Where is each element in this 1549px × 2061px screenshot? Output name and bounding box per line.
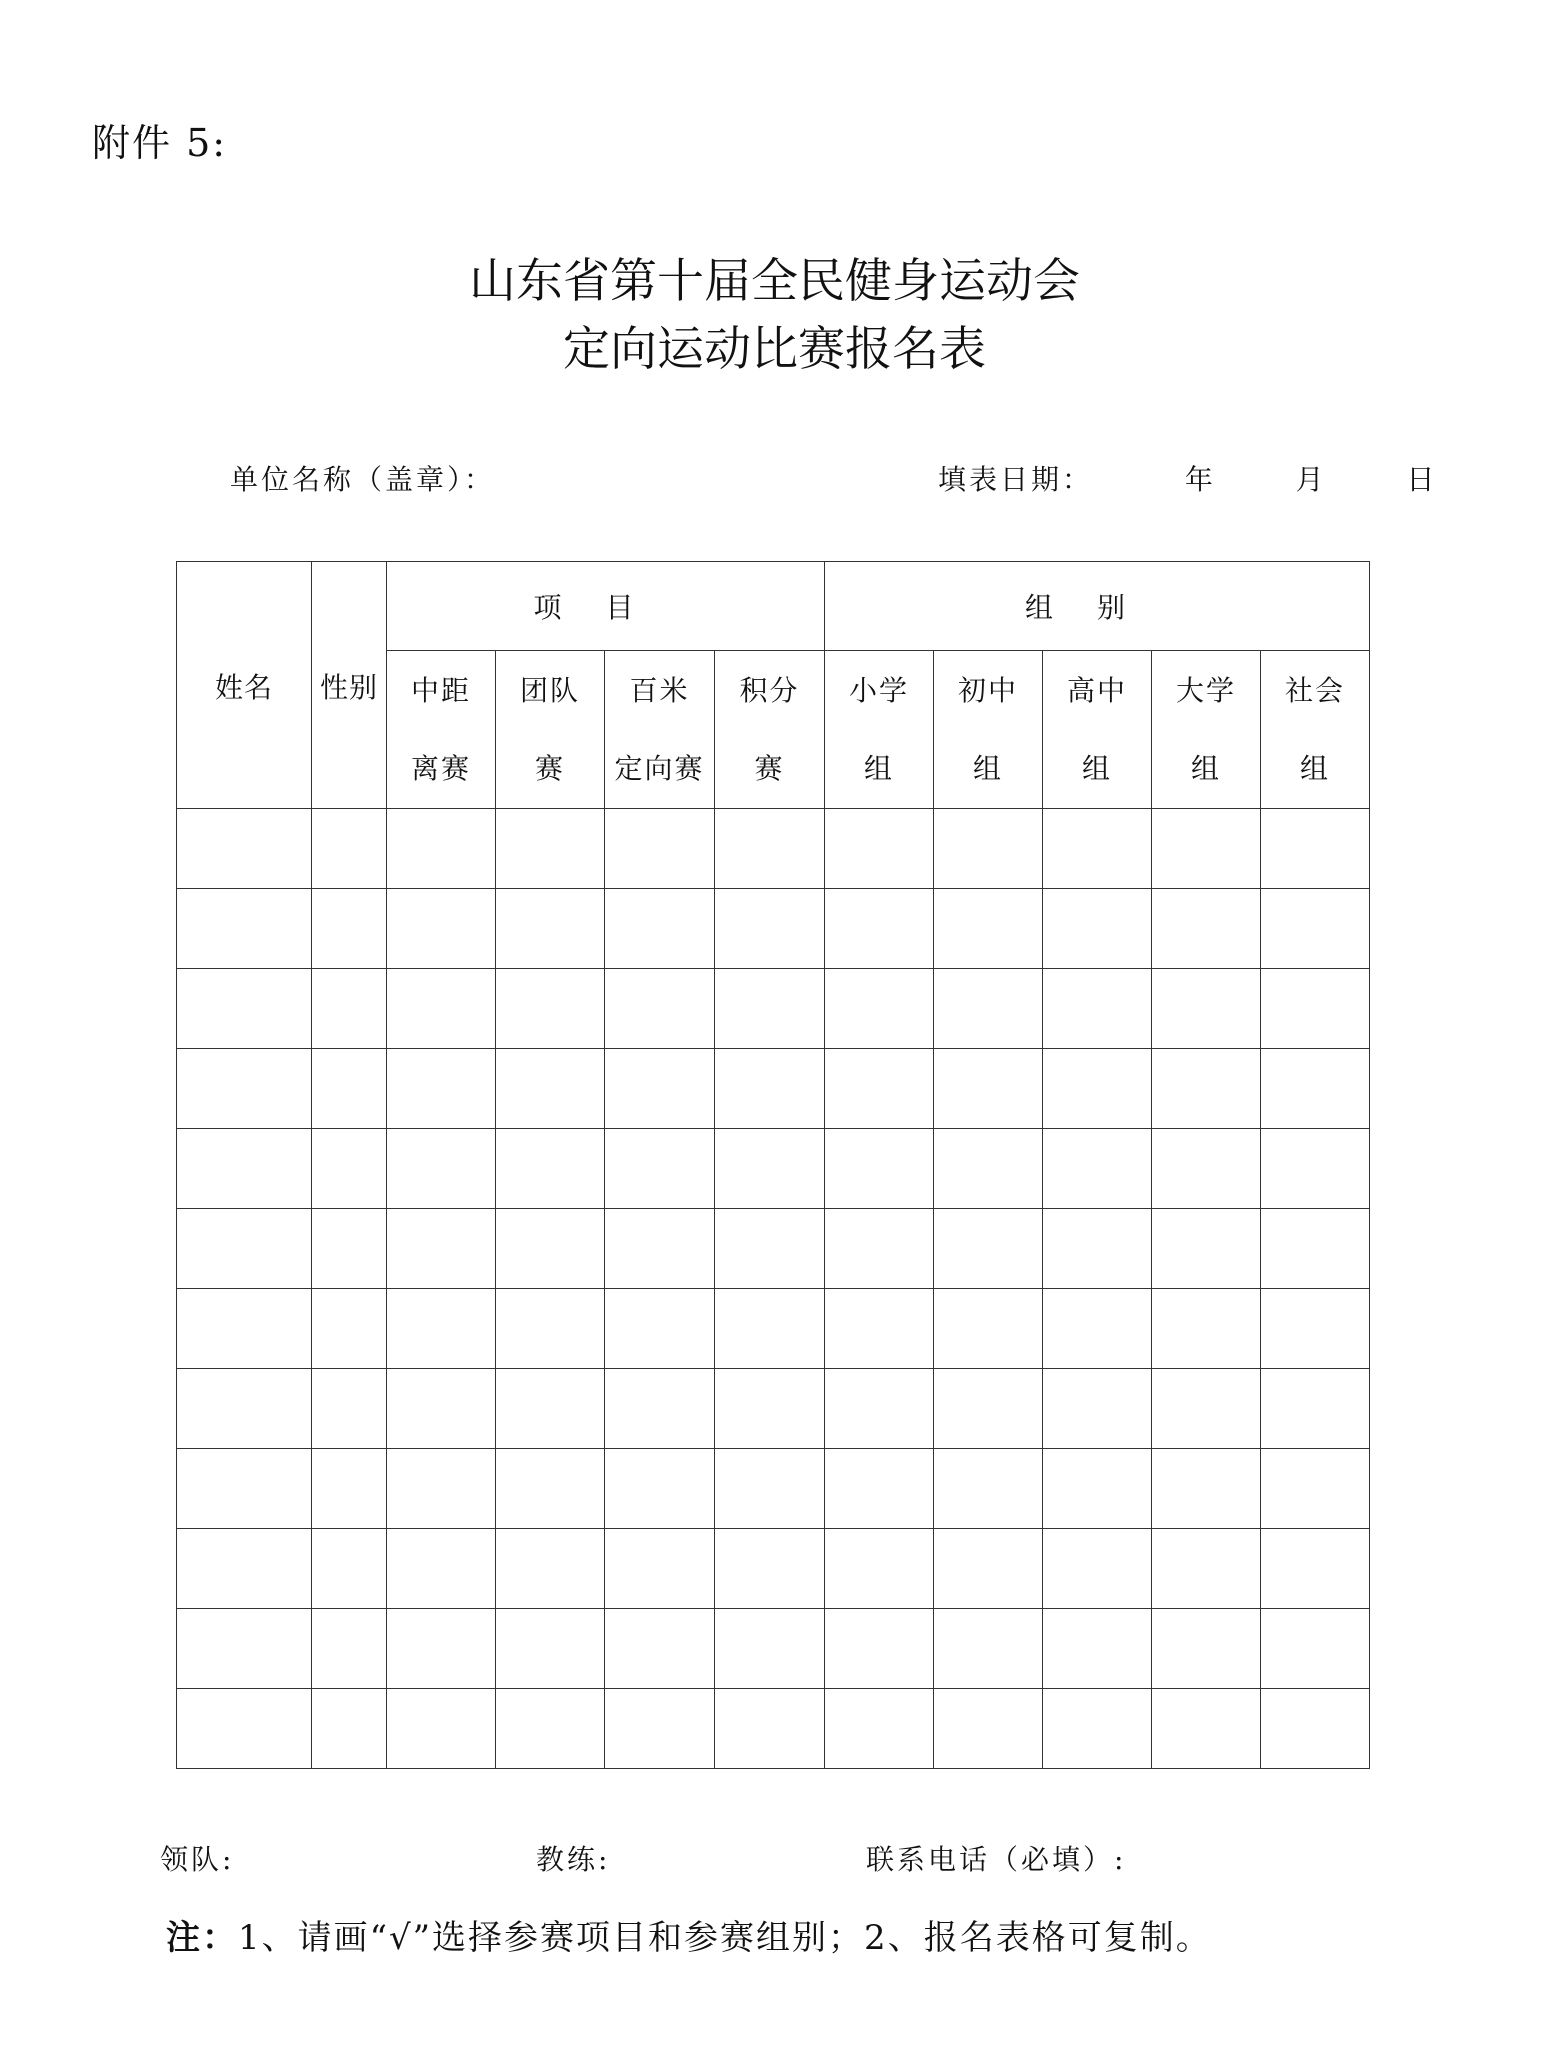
event-header-line1: 团队	[519, 673, 580, 707]
table-cell[interactable]	[605, 1369, 715, 1449]
table-cell[interactable]	[934, 1049, 1043, 1129]
leader-label: 领队:	[160, 1843, 235, 1876]
table-cell[interactable]	[1152, 1049, 1261, 1129]
date-day-label: 日	[1406, 463, 1438, 496]
table-cell[interactable]	[1043, 1209, 1152, 1289]
table-cell[interactable]	[1043, 1609, 1152, 1689]
table-cell[interactable]	[1152, 1689, 1261, 1769]
table-cell[interactable]	[605, 1129, 715, 1209]
table-cell[interactable]	[715, 1449, 825, 1529]
table-cell[interactable]	[177, 889, 312, 969]
table-cell[interactable]	[605, 1289, 715, 1369]
table-cell[interactable]	[934, 889, 1043, 969]
event-header-line2: 赛	[534, 751, 565, 785]
group-header-2	[1043, 651, 1152, 809]
table-cell[interactable]	[934, 1689, 1043, 1769]
table-row	[177, 1129, 1370, 1209]
table-cell[interactable]	[496, 1129, 605, 1209]
gender-header: 性别	[312, 562, 387, 809]
note-label: 注：	[166, 1918, 238, 1958]
table-row	[177, 809, 1370, 889]
table-cell[interactable]	[387, 1289, 496, 1369]
table-cell[interactable]	[312, 1049, 387, 1129]
group-header-line2: 组	[1300, 751, 1331, 785]
table-cell[interactable]	[387, 1129, 496, 1209]
table-cell[interactable]	[177, 1049, 312, 1129]
table-cell[interactable]	[1043, 969, 1152, 1049]
table-cell[interactable]	[1043, 1449, 1152, 1529]
table-cell[interactable]	[496, 1449, 605, 1529]
phone-label: 联系电话（必填）:	[866, 1843, 1127, 1876]
table-cell[interactable]	[825, 1369, 934, 1449]
note-text: 1、请画“√”选择参赛项目和参赛组别；2、报名表格可复制。	[238, 1918, 1212, 1958]
group-header-line2: 组	[973, 751, 1004, 785]
table-cell[interactable]	[1261, 1289, 1370, 1369]
table-cell[interactable]	[387, 1209, 496, 1289]
table-cell[interactable]	[387, 889, 496, 969]
table-cell[interactable]	[387, 1449, 496, 1529]
table-cell[interactable]	[934, 969, 1043, 1049]
table-cell[interactable]	[1261, 1209, 1370, 1289]
table-cell[interactable]	[605, 1209, 715, 1289]
table-cell[interactable]	[312, 1689, 387, 1769]
group-header-line1: 高中	[1067, 673, 1128, 707]
table-cell[interactable]	[496, 1369, 605, 1449]
table-cell[interactable]	[1152, 969, 1261, 1049]
coach-label: 教练:	[536, 1843, 611, 1876]
table-cell[interactable]	[312, 889, 387, 969]
table-cell[interactable]	[605, 969, 715, 1049]
group-header-line1: 初中	[958, 673, 1019, 707]
table-cell[interactable]	[177, 1369, 312, 1449]
events-header: 项目	[387, 562, 825, 651]
group-header-4	[1261, 651, 1370, 809]
table-cell[interactable]	[312, 1529, 387, 1609]
table-cell[interactable]	[496, 1529, 605, 1609]
group-header-0	[825, 651, 934, 809]
table-cell[interactable]	[177, 1289, 312, 1369]
table-cell[interactable]	[177, 1129, 312, 1209]
table-cell[interactable]	[715, 1529, 825, 1609]
table-cell[interactable]	[715, 1289, 825, 1369]
table-cell[interactable]	[1261, 889, 1370, 969]
table-row	[177, 1449, 1370, 1529]
table-cell[interactable]	[1043, 1529, 1152, 1609]
table-cell[interactable]	[1043, 889, 1152, 969]
event-header-line2: 赛	[754, 751, 785, 785]
table-row	[177, 969, 1370, 1049]
event-header-line2: 离赛	[410, 751, 471, 785]
form-title-line2: 定向运动比赛报名表	[563, 322, 986, 377]
table-cell[interactable]	[1261, 1369, 1370, 1449]
table-cell[interactable]	[715, 1129, 825, 1209]
table-row	[177, 1369, 1370, 1449]
name-header: 姓名	[177, 562, 312, 809]
table-row	[177, 1209, 1370, 1289]
group-header-1	[934, 651, 1043, 809]
table-cell[interactable]	[177, 969, 312, 1049]
table-cell[interactable]	[312, 969, 387, 1049]
table-cell[interactable]	[934, 1289, 1043, 1369]
event-header-0	[387, 651, 496, 809]
table-cell[interactable]	[1261, 969, 1370, 1049]
group-header-3	[1152, 651, 1261, 809]
table-cell[interactable]	[825, 1049, 934, 1129]
table-cell[interactable]	[496, 969, 605, 1049]
table-cell[interactable]	[825, 1689, 934, 1769]
table-cell[interactable]	[934, 809, 1043, 889]
group-header-line1: 小学	[849, 673, 910, 707]
table-cell[interactable]	[387, 1369, 496, 1449]
table-cell[interactable]	[312, 1609, 387, 1689]
table-cell[interactable]	[496, 889, 605, 969]
table-row	[177, 889, 1370, 969]
event-header-3	[715, 651, 825, 809]
table-cell[interactable]	[605, 1689, 715, 1769]
fill-date-label: 填表日期：	[938, 463, 1094, 496]
date-month-label: 月	[1295, 463, 1327, 496]
table-cell[interactable]	[825, 969, 934, 1049]
table-cell[interactable]	[312, 809, 387, 889]
table-cell[interactable]	[715, 889, 825, 969]
table-cell[interactable]	[715, 1369, 825, 1449]
table-cell[interactable]	[496, 1209, 605, 1289]
form-note	[166, 1910, 1212, 1959]
table-cell[interactable]	[1261, 1129, 1370, 1209]
table-cell[interactable]	[1261, 1529, 1370, 1609]
table-cell[interactable]	[605, 1049, 715, 1129]
table-cell[interactable]	[825, 1289, 934, 1369]
event-header-2	[605, 651, 715, 809]
table-cell[interactable]	[387, 1689, 496, 1769]
groups-header: 组别	[825, 562, 1370, 651]
table-cell[interactable]	[825, 1449, 934, 1529]
table-cell[interactable]	[1043, 1129, 1152, 1209]
date-year-label: 年	[1184, 463, 1216, 496]
table-cell[interactable]	[1043, 1689, 1152, 1769]
table-cell[interactable]	[1152, 1609, 1261, 1689]
table-cell[interactable]	[934, 1529, 1043, 1609]
table-cell[interactable]	[312, 1369, 387, 1449]
table-cell[interactable]	[177, 1529, 312, 1609]
table-cell[interactable]	[605, 1609, 715, 1689]
table-cell[interactable]	[387, 1529, 496, 1609]
table-cell[interactable]	[177, 1689, 312, 1769]
table-cell[interactable]	[496, 1609, 605, 1689]
table-cell[interactable]	[387, 969, 496, 1049]
table-cell[interactable]	[496, 1289, 605, 1369]
table-cell[interactable]	[177, 1449, 312, 1529]
event-header-line1: 中距	[410, 673, 471, 707]
event-header-line2: 定向赛	[614, 751, 705, 785]
table-cell[interactable]	[715, 1609, 825, 1689]
table-cell[interactable]	[1261, 1609, 1370, 1689]
table-cell[interactable]	[496, 1689, 605, 1769]
event-header-line1: 积分	[739, 673, 800, 707]
group-header-line1: 社会	[1285, 673, 1346, 707]
group-header-line2: 组	[1082, 751, 1113, 785]
table-cell[interactable]	[715, 809, 825, 889]
table-cell[interactable]	[1152, 1529, 1261, 1609]
table-cell[interactable]	[715, 969, 825, 1049]
table-cell[interactable]	[605, 1529, 715, 1609]
group-header-line1: 大学	[1176, 673, 1237, 707]
table-cell[interactable]	[605, 809, 715, 889]
table-row	[177, 1609, 1370, 1689]
table-cell[interactable]	[312, 1289, 387, 1369]
table-cell[interactable]	[177, 809, 312, 889]
table-cell[interactable]	[825, 1609, 934, 1689]
event-header-1	[496, 651, 605, 809]
table-cell[interactable]	[934, 1609, 1043, 1689]
table-cell[interactable]	[312, 1209, 387, 1289]
table-cell[interactable]	[496, 809, 605, 889]
table-cell[interactable]	[1261, 809, 1370, 889]
table-cell[interactable]	[934, 1129, 1043, 1209]
attachment-label: 附件 5:	[92, 121, 228, 165]
table-cell[interactable]	[1152, 1449, 1261, 1529]
table-cell[interactable]	[1261, 1689, 1370, 1769]
table-cell[interactable]	[605, 1449, 715, 1529]
table-cell[interactable]	[1043, 1049, 1152, 1129]
table-cell[interactable]	[605, 889, 715, 969]
table-cell[interactable]	[825, 1209, 934, 1289]
table-cell[interactable]	[312, 1129, 387, 1209]
table-cell[interactable]	[1152, 1369, 1261, 1449]
table-row	[177, 1689, 1370, 1769]
table-row	[177, 1529, 1370, 1609]
table-row	[177, 1289, 1370, 1369]
table-cell[interactable]	[1043, 1289, 1152, 1369]
table-cell[interactable]	[387, 1609, 496, 1689]
table-cell[interactable]	[934, 1449, 1043, 1529]
table-cell[interactable]	[1152, 889, 1261, 969]
table-cell[interactable]	[715, 1049, 825, 1129]
table-cell[interactable]	[825, 1129, 934, 1209]
fill-date	[938, 458, 1438, 498]
table-cell[interactable]	[1043, 809, 1152, 889]
table-cell[interactable]	[825, 889, 934, 969]
table-cell[interactable]	[1152, 1289, 1261, 1369]
table-cell[interactable]	[825, 809, 934, 889]
unit-name-label: 单位名称（盖章）：	[230, 463, 496, 496]
table-cell[interactable]	[496, 1049, 605, 1129]
table-cell[interactable]	[715, 1689, 825, 1769]
table-cell[interactable]	[387, 1049, 496, 1129]
table-cell[interactable]	[825, 1529, 934, 1609]
table-cell[interactable]	[1152, 1209, 1261, 1289]
form-title-line1: 山东省第十届全民健身运动会	[469, 254, 1080, 309]
table-cell[interactable]	[715, 1209, 825, 1289]
table-cell[interactable]	[312, 1449, 387, 1529]
registration-table	[176, 561, 1370, 1769]
table-cell[interactable]	[177, 1209, 312, 1289]
event-header-line1: 百米	[629, 673, 690, 707]
table-cell[interactable]	[1043, 1369, 1152, 1449]
table-cell[interactable]	[177, 1609, 312, 1689]
table-cell[interactable]	[387, 809, 496, 889]
table-cell[interactable]	[1261, 1449, 1370, 1529]
table-cell[interactable]	[1261, 1049, 1370, 1129]
table-cell[interactable]	[934, 1369, 1043, 1449]
table-cell[interactable]	[1152, 809, 1261, 889]
table-row	[177, 1049, 1370, 1129]
group-header-line2: 组	[864, 751, 895, 785]
table-cell[interactable]	[934, 1209, 1043, 1289]
group-header-line2: 组	[1191, 751, 1222, 785]
table-cell[interactable]	[1152, 1129, 1261, 1209]
